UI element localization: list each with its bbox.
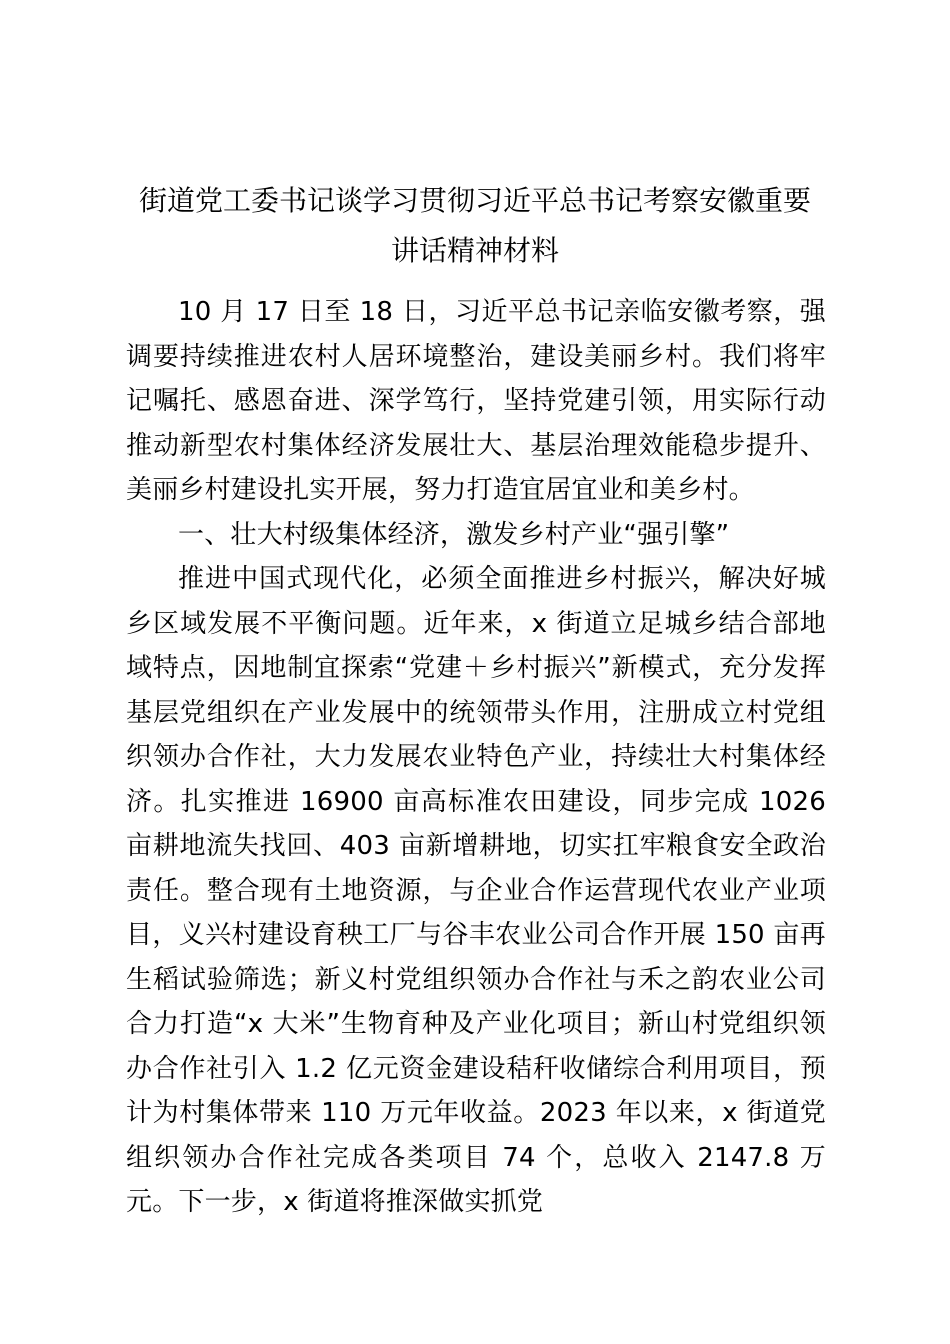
- document-body: [126, 290, 826, 1225]
- section-paragraph: 推进中国式现代化，必须全面推进乡村振兴，解决好城乡区域发展不平衡问题。近年来，x 街道立足城乡结合部地域特点，因地制宜探索“党建＋乡村振兴”新模式，充分发挥基层党组织在产业发展中的统领带头作用，注册成立村党组织领办合作社，大力发展农业特色产业，持续壮大村集体经济。扎实推进 16900 亩高标准农田建设，同步完成 1026 亩耕地流失找回、403 亩新增耕地，切实扛牢粮食安全政治责任。整合现有土地资源，与企业合作运营现代农业产业项目，义兴村建设育秧工厂与谷丰农业公司合作开展 150 亩再生稻试验筛选；新义村党组织领办合作社与禾之韵农业公司合力打造“x 大米”生物育种及产业化项目；新山村党组织领办合作社引入 1.2 亿元资金建设秸秆收储综合利用项目，预计为村集体带来 110 万元年收益。2023 年以来，x 街道党组织领办合作社完成各类项目 74 个，总收入 2147.8 万元。下一步，x 街道将推深做实抓党: [126, 564, 826, 1217]
- title-line-1: 街道党工委书记谈学习贯彻习近平总书记考察安徽重要: [138, 184, 811, 217]
- section-heading: 一、壮大村级集体经济，激发乡村产业“强引擎”: [178, 519, 730, 550]
- intro-paragraph: 10 月 17 日至 18 日，习近平总书记亲临安徽考察，强调要持续推进农村人居环境整治，建设美丽乡村。我们将牢记嘱托、感恩奋进、深学笃行，坚持党建引领，用实际行动推动新型农村集体经济发展壮大、基层治理效能稳步提升、美丽乡村建设扎实开展，努力打造宜居宜业和美乡村。: [126, 297, 826, 505]
- title-line-2: 讲话精神材料: [390, 234, 559, 267]
- document-title: [110, 176, 840, 276]
